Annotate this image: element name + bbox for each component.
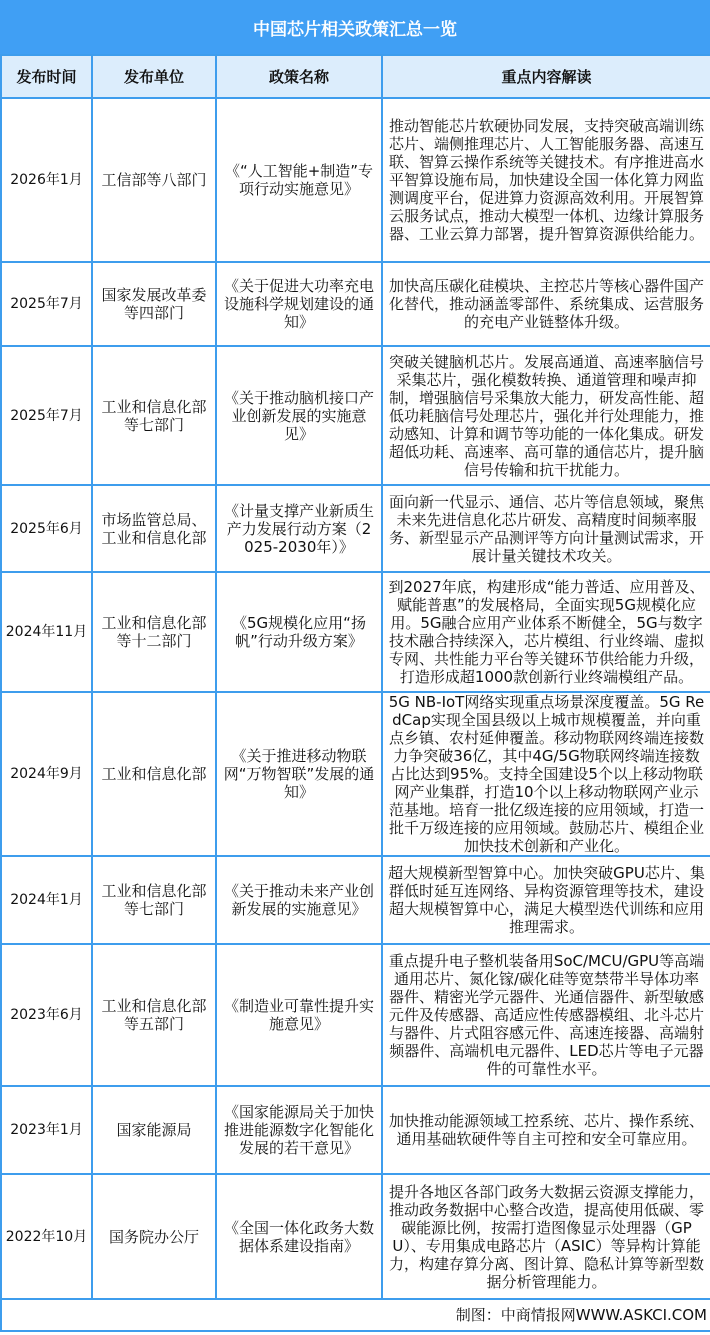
table-row — [1, 1174, 710, 1299]
policy-table — [0, 54, 710, 1332]
cell-policy: 《计量支撑产业新质生产力发展行动方案（2025-2030年）》 — [216, 485, 382, 572]
cell-unit: 国家能源局 — [92, 1086, 216, 1174]
cell-content: 超大规模新型智算中心。加快突破GPU芯片、集群低时延互连网络、异构资源管理等技术，建设超大规模智算中心，满足大模型迭代训练和应用推理需求。 — [382, 856, 710, 944]
cell-unit: 国务院办公厅 — [92, 1174, 216, 1299]
table-row — [1, 346, 710, 485]
cell-date: 2026年1月 — [1, 98, 92, 262]
cell-policy: 《关于促进大功率充电设施科学规划建设的通知》 — [216, 262, 382, 346]
cell-content: 加快推动能源领域工控系统、芯片、操作系统、通用基础软硬件等自主可控和安全可靠应用。 — [382, 1086, 710, 1174]
cell-policy: 《关于推进移动物联网“万物智联”发展的通知》 — [216, 692, 382, 856]
cell-unit: 国家发展改革委等四部门 — [92, 262, 216, 346]
cell-date: 2025年6月 — [1, 485, 92, 572]
cell-content: 5G NB-IoT网络实现重点场景深度覆盖。5G RedCap实现全国县级以上城市规模覆盖，并向重点乡镇、农村延伸覆盖。移动物联网终端连接数力争突破36亿，其中4G/5G物联网终端连接数占比达到95%。支持全国建设5个以上移动物联网产业集群，打造10个以上移动物联网产业示范基地。培育一批亿级连接的应用领域，打造一批千万级连接的应用领域。鼓励芯片、模组企业加快技术创新和产业化。 — [382, 692, 710, 856]
header-unit: 发布单位 — [92, 55, 216, 98]
cell-unit: 工业和信息化部 — [92, 692, 216, 856]
cell-content: 推动智能芯片软硬协同发展，支持突破高端训练芯片、端侧推理芯片、人工智能服务器、高速互联、智算云操作系统等关键技术。有序推进高水平智算设施布局，加快建设全国一体化算力网监测调度平台，促进算力资源高效利用。开展智算云服务试点，推动大模型一体机、边缘计算服务器、工业云算力部署，提升智算资源供给能力。 — [382, 98, 710, 262]
cell-content: 突破关键脑机芯片。发展高通道、高速率脑信号采集芯片，强化模数转换、通道管理和噪声抑制，增强脑信号采集放大能力，研发高性能、超低功耗脑信号处理芯片，强化并行处理能力，推动感知、计算和调节等功能的一体化集成。研发超低功耗、高速率、高可靠的通信芯片，提升脑信号传输和抗干扰能力。 — [382, 346, 710, 485]
cell-content: 面向新一代显示、通信、芯片等信息领域，聚焦未来先进信息化芯片研发、高精度时间频率服务、新型显示产品测评等方向计量测试需求，开展计量关键技术攻关。 — [382, 485, 710, 572]
cell-content: 提升各地区各部门政务大数据云资源支撑能力，推动政务数据中心整合改造，提高使用低碳、零碳能源比例，按需打造图像显示处理器（GPU）、专用集成电路芯片（ASIC）等异构计算能力，构建存算分离、图计算、隐私计算等新型数据分析管理能力。 — [382, 1174, 710, 1299]
cell-content: 重点提升电子整机装备用SoC/MCU/GPU等高端通用芯片、氮化镓/碳化硅等宽禁带半导体功率器件、精密光学元器件、光通信器件、新型敏感元件及传感器、高适应性传感器模组、北斗芯片与器件、片式阻容感元件、高速连接器、高端射频器件、高端机电元器件、LED芯片等电子元器件的可靠性水平。 — [382, 944, 710, 1086]
table-row — [1, 485, 710, 572]
cell-policy: 《国家能源局关于加快推进能源数字化智能化发展的若干意见》 — [216, 1086, 382, 1174]
cell-date: 2022年10月 — [1, 1174, 92, 1299]
cell-policy: 《关于推动未来产业创新发展的实施意见》 — [216, 856, 382, 944]
table-row — [1, 944, 710, 1086]
cell-unit: 工业和信息化部等五部门 — [92, 944, 216, 1086]
cell-date: 2025年7月 — [1, 262, 92, 346]
cell-unit: 工业和信息化部等七部门 — [92, 856, 216, 944]
table-row — [1, 856, 710, 944]
cell-policy: 《“人工智能+制造”专项行动实施意见》 — [216, 98, 382, 262]
table-row — [1, 572, 710, 692]
cell-policy: 《5G规模化应用“扬帆”行动升级方案》 — [216, 572, 382, 692]
cell-unit: 工业和信息化部等七部门 — [92, 346, 216, 485]
cell-date: 2024年11月 — [1, 572, 92, 692]
header-content: 重点内容解读 — [382, 55, 710, 98]
footer-row — [1, 1299, 710, 1331]
cell-policy: 《关于推动脑机接口产业创新发展的实施意见》 — [216, 346, 382, 485]
table-row — [1, 692, 710, 856]
cell-content: 加快高压碳化硅模块、主控芯片等核心器件国产化替代，推动涵盖零部件、系统集成、运营服务的充电产业链整体升级。 — [382, 262, 710, 346]
cell-date: 2023年1月 — [1, 1086, 92, 1174]
cell-policy: 《全国一体化政务大数据体系建设指南》 — [216, 1174, 382, 1299]
header-policy: 政策名称 — [216, 55, 382, 98]
table-header-row — [1, 55, 710, 98]
document-title: 中国芯片相关政策汇总一览 — [0, 0, 710, 54]
cell-date: 2024年1月 — [1, 856, 92, 944]
cell-content: 到2027年底，构建形成“能力普适、应用普及、赋能普惠”的发展格局，全面实现5G规模化应用。5G融合应用产业体系不断健全，5G与数字技术融合持续深入，芯片模组、行业终端、虚拟专网、共性能力平台等关键环节供给能力升级，打造形成超1000款创新行业终端模组产品。 — [382, 572, 710, 692]
table-row — [1, 262, 710, 346]
cell-date: 2025年7月 — [1, 346, 92, 485]
table-row — [1, 98, 710, 262]
table-row — [1, 1086, 710, 1174]
cell-date: 2023年6月 — [1, 944, 92, 1086]
cell-unit: 工信部等八部门 — [92, 98, 216, 262]
cell-date: 2024年9月 — [1, 692, 92, 856]
cell-unit: 工业和信息化部等十二部门 — [92, 572, 216, 692]
source-credit: 制图：中商情报网WWW.ASKCI.COM — [1, 1299, 710, 1331]
cell-unit: 市场监管总局、工业和信息化部 — [92, 485, 216, 572]
header-date: 发布时间 — [1, 55, 92, 98]
cell-policy: 《制造业可靠性提升实施意见》 — [216, 944, 382, 1086]
